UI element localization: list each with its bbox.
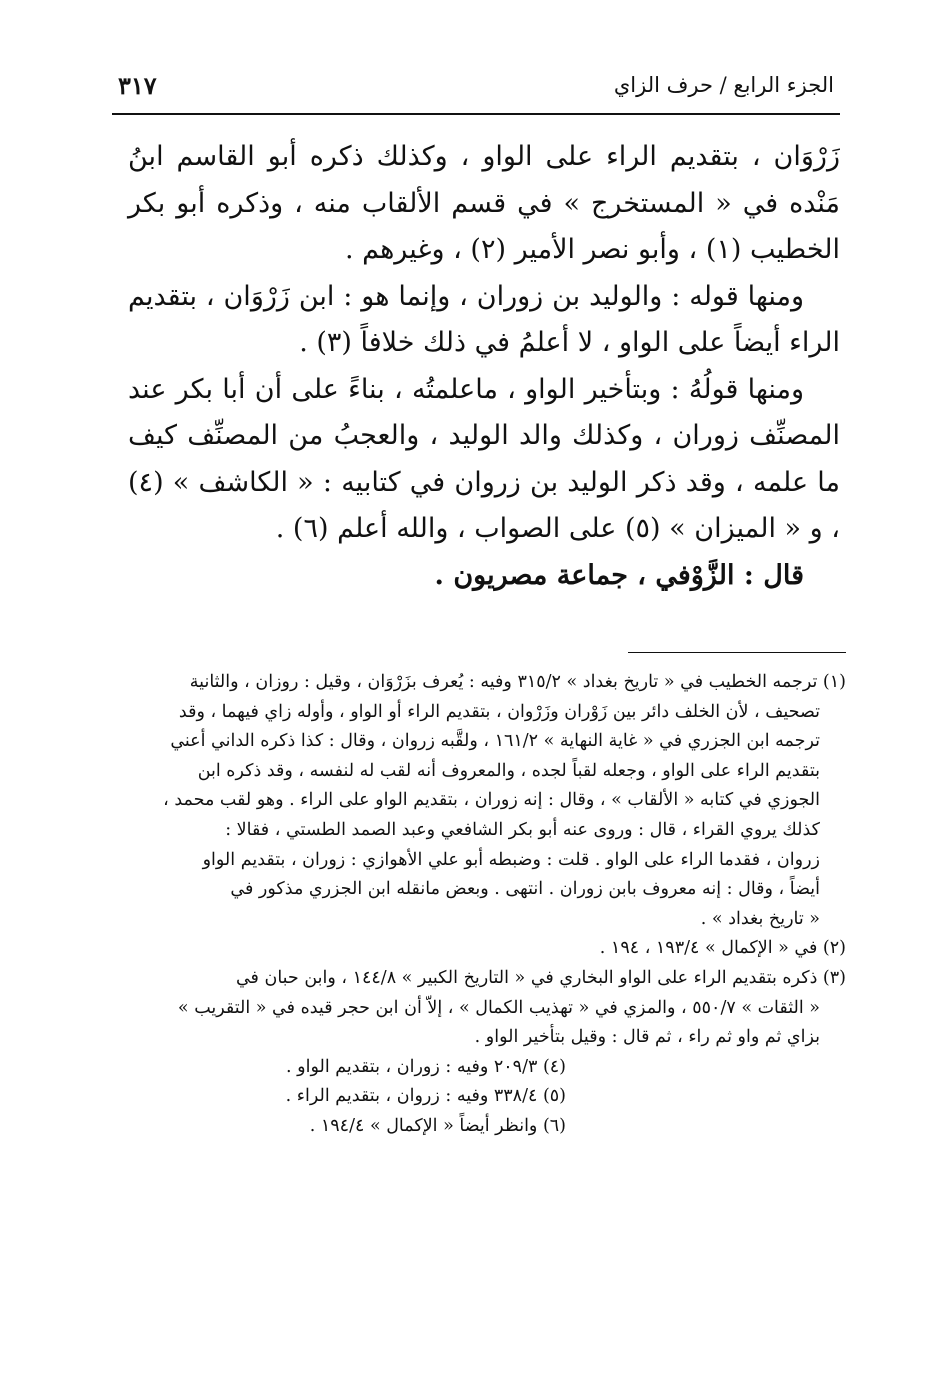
- footnote-line: « تاريخ بغداد » .: [700, 908, 820, 929]
- entry-heading: قال : الزَّوْفي ، جماعة مصريون .: [434, 559, 804, 591]
- footnote-line: (٥) ٣٣٨/٤ وفيه : زروان ، بتقديم الراء .: [285, 1086, 566, 1107]
- running-head: الجزء الرابع / حرف الزاي: [613, 73, 834, 97]
- page-header: [118, 62, 834, 108]
- body-paragraph: ومنها قوله : والوليد بن زوران ، وإنما هو : ابن زَرْوَان ، بتقديم الراء أيضاً على الواو ، لا أعلمُ في ذلك خلافاً (٣) .: [128, 280, 840, 358]
- footnote-rule: [628, 652, 846, 653]
- body-paragraph: زَرْوَان ، بتقديم الراء على الواو ، وكذلك ذكره أبو القاسم ابنُ مَنْده في « المستخرج » في قسم الألقاب منه ، وذكره أبو بكر الخطيب (١) ، وأبو نصر الأمير (٢) ، وغيرهم .: [128, 141, 840, 265]
- footnote-line: (٣) ذكره بتقديم الراء على الواو البخاري في « التاريخ الكبير » ١٤٤/٨ ، وابن حبان في: [235, 967, 846, 988]
- header-rule: [112, 113, 840, 115]
- page-number: ٣١٧: [118, 70, 157, 100]
- footnote-line: زروان ، فقدما الراء على الواو . قلت : وضبطه أبو علي الأهوازي : زوران ، بتقديم الواو: [202, 849, 820, 870]
- footnote-line: كذلك يروي القراء ، قال : وروى عنه أبو بكر الشافعي وعبد الصمد الطستي ، فقالا :: [225, 819, 820, 840]
- footnote-line: ترجمه ابن الجزري في « غاية النهاية » ١٦١/٢ ، ولقَّبه زروان ، وقال : كذا ذكره الداني أعني: [170, 731, 820, 752]
- footnote-line: (٤) ٢٠٩/٣ وفيه : زوران ، بتقديم الواو .: [286, 1056, 566, 1077]
- footnote-line: بتقديم الراء على الواو ، وجعله لقباً لجده ، والمعروف أنه لقب له لنفسه ، وقد ذكره ابن: [197, 760, 820, 781]
- footnote-line: تصحيف ، لأن الخلف دائر بين زَوْران وزَرْوان ، بتقديم الراء أو الواو ، وأوله زاي فيهما ، وقد: [178, 701, 820, 722]
- footnote-line: « الثقات » ٥٥٠/٧ ، والمزي في « تهذيب الكمال » ، إلاّ أن ابن حجر قيده في « التقريب »: [177, 997, 820, 1018]
- footnote-line: (٦) وانظر أيضاً « الإكمال » ١٩٤/٤ .: [309, 1115, 566, 1136]
- footnote-line: (٢) في « الإكمال » ١٩٣/٤ ، ١٩٤ .: [599, 938, 846, 959]
- footnote-line: الجوزي في كتابه « الألقاب » ، وقال : إنه زوران ، بتقديم الواو على الراء . وهو لقب محمد ،: [163, 790, 820, 811]
- footnote-line: أيضاً ، وقال : إنه معروف بابن زوران . انتهى . وبعض مانقله ابن الجزري مذكور في: [230, 879, 820, 900]
- footnote-line: (١) ترجمه الخطيب في « تاريخ بغداد » ٣١٥/٢ وفيه : يُعرف بزَرْوَان ، وقيل : روزان ، والثانية: [189, 672, 846, 692]
- main-text: [128, 134, 840, 599]
- body-paragraph: ومنها قولُهُ : وبتأخير الواو ، ماعلمتُه ، بناءً على أن أبا بكر عند المصنِّف زوران ، وكذلك والد الوليد ، والعجبُ من المصنِّف كيف ما علمه ، وقد ذكر الوليد بن زروان في كتابيه : « الكاشف » (٤) ، و « الميزان » (٥) على الصواب ، والله أعلم (٦) .: [128, 373, 840, 544]
- footnotes: [128, 668, 846, 1142]
- footnote-line: بزاي ثم واو ثم راء ، ثم قال : وقيل بتأخير الواو .: [474, 1027, 820, 1048]
